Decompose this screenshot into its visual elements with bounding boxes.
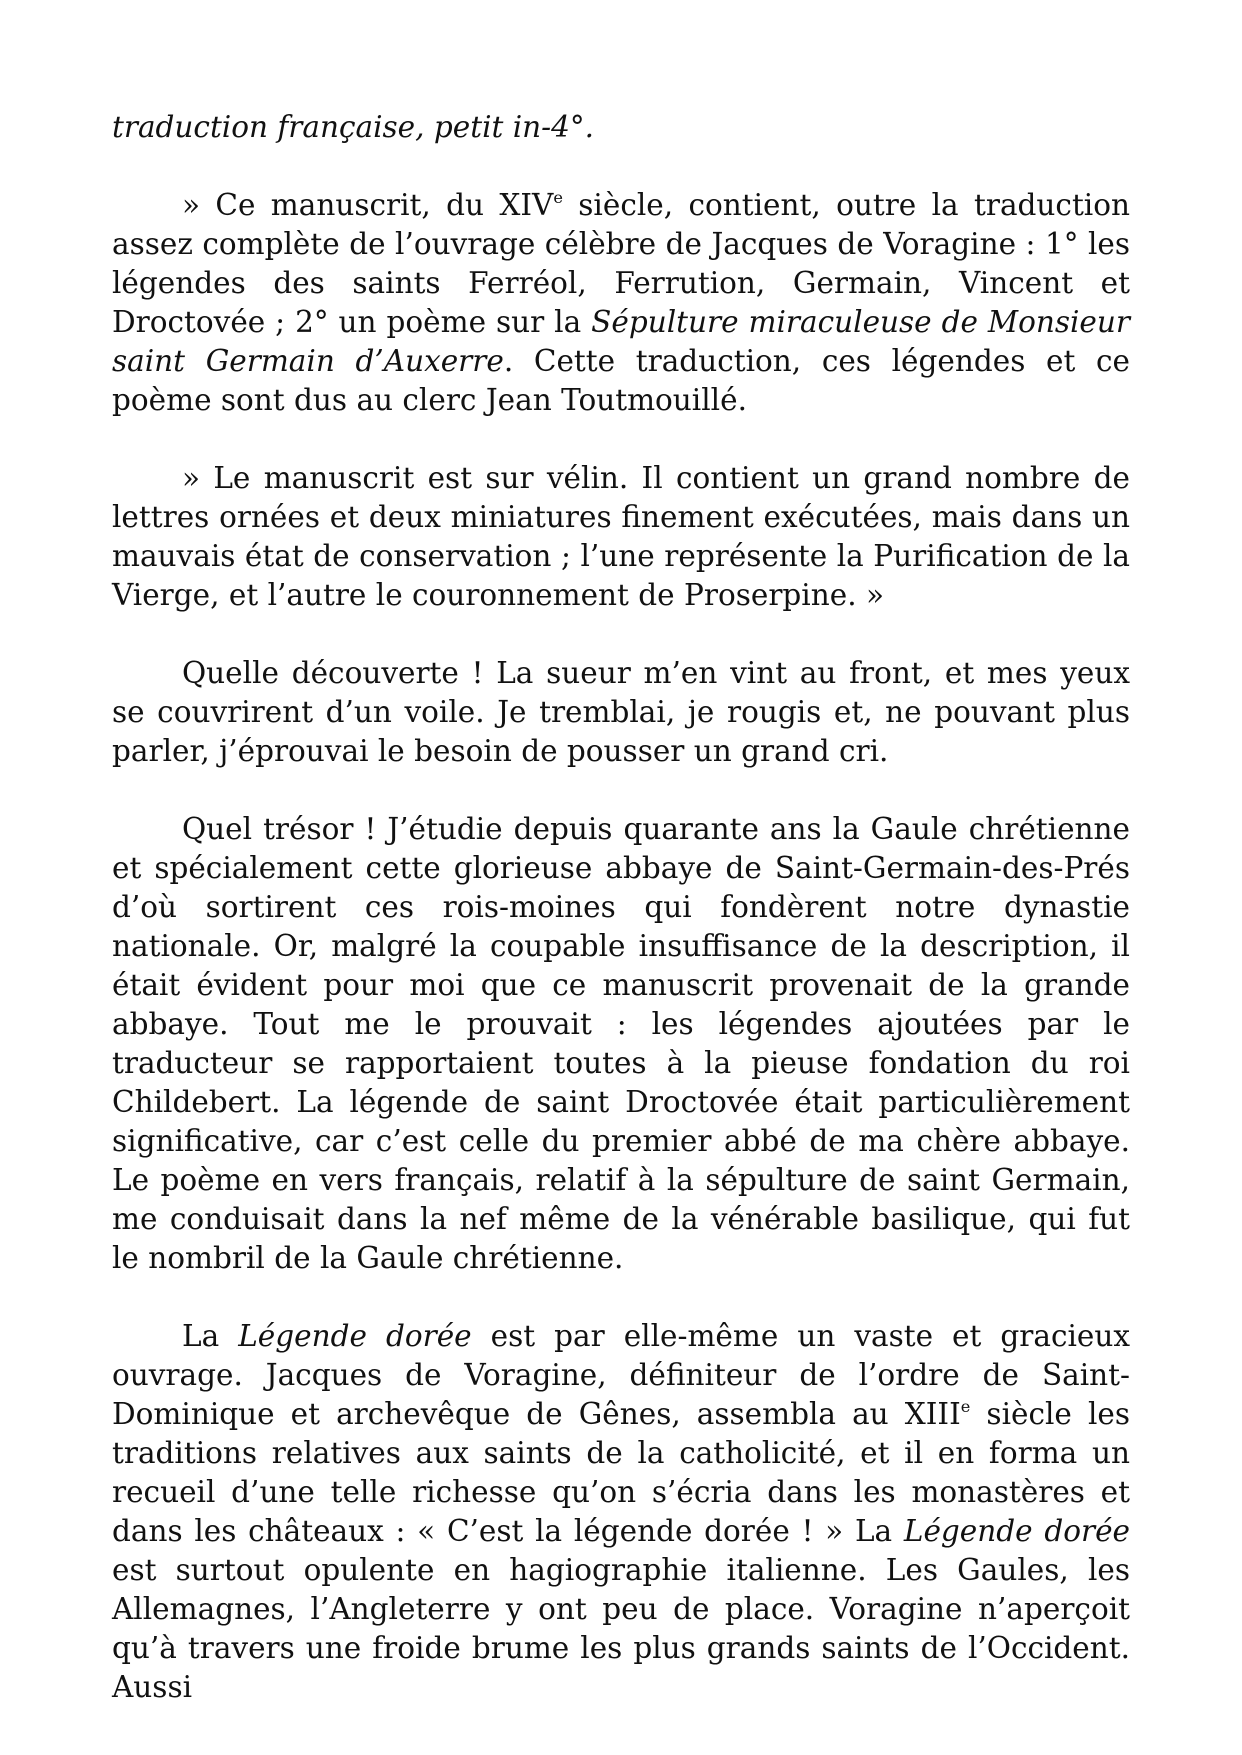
italic-title-sepulture: Sépulture miraculeuse de Monsieur saint Germain d’Auxerre bbox=[112, 305, 1130, 378]
paragraph-6-part-d: siècle les traditions relatives aux saints de la catholicité, et il en forma un recueil d’une telle richesse qu’on s’écria dans les monastères et dans les châteaux : « C’est la légende dorée ! » La bbox=[112, 1397, 1130, 1548]
paragraph-6-part-f: est surtout opulente en hagiographie italienne. Les Gaules, les Allemagnes, l’Angleterre y ont peu de place. Voragine n’aperçoit qu’à travers une froide brume les plus grands saints de l’Occident. Aussi bbox=[112, 1553, 1130, 1704]
paragraph-3-text: » Le manuscrit est sur vélin. Il contient un grand nombre de lettres ornées et deux miniatures finement exécutées, mais dans un mauvais état de conservation ; l’une représente la Purification de la Vierge, et l’autre le couronnement de Proserpine. » bbox=[112, 461, 1130, 612]
body-text bbox=[112, 108, 1130, 1707]
paragraph-6-part-c: est par elle-même un vaste et gracieux ouvrage. Jacques de Voragine, définiteur de l’ordre de Saint-Dominique et archevêque de Gênes, assembla au XIII bbox=[112, 1319, 1131, 1431]
paragraph-4-text: Quelle découverte ! La sueur m’en vint au front, et mes yeux se couvrirent d’un voile. Je tremblai, je rougis et, ne pouvant plus parler, j’éprouvai le besoin de pousser un grand cri. bbox=[112, 656, 1130, 768]
italic-title-legende-doree: Légende dorée bbox=[238, 1319, 472, 1353]
italic-title-legende-doree-2: Légende dorée bbox=[903, 1514, 1130, 1548]
paragraph-2 bbox=[112, 186, 1130, 420]
superscript-e: e bbox=[553, 187, 563, 207]
paragraph-2-part-a: » Ce manuscrit, du XIV bbox=[182, 188, 554, 222]
paragraph-2-part-d: . Cette traduction, ces légendes et ce poème sont dus au clerc Jean Toutmouillé. bbox=[112, 344, 1130, 417]
paragraph-5 bbox=[112, 810, 1130, 1278]
paragraph-2-part-b: siècle, contient, outre la traduction assez complète de l’ouvrage célèbre de Jacques de Voragine : 1° les légendes des saints Ferréol, Ferrution, Germain, Vincent et Droctovée ; 2° un poème sur la bbox=[112, 188, 1130, 339]
paragraph-3 bbox=[112, 459, 1130, 615]
paragraph-6-part-a: La bbox=[182, 1319, 239, 1353]
paragraph-5-text: Quel trésor ! J’étudie depuis quarante ans la Gaule chrétienne et spécialement cette glorieuse abbaye de Saint-Germain-des-Prés d’où sortirent ces rois-moines qui fondèrent notre dynastie nationale. Or, malgré la coupable insuffisance de la description, il était évident pour moi que ce manuscrit provenait de la grande abbaye. Tout me le prouvait : les légendes ajoutées par le traducteur se rapportaient toutes à la pieuse fondation du roi Childebert. La légende de saint Droctovée était particulièrement significative, car c’est celle du premier abbé de ma chère abbaye. Le poème en vers français, relatif à la sépulture de saint Germain, me conduisait dans la nef même de la vénérable basilique, qui fut le nombril de la Gaule chrétienne. bbox=[112, 812, 1130, 1275]
paragraph-1 bbox=[112, 108, 1130, 147]
paragraph-1-text: traduction française, petit in-4°. bbox=[112, 110, 595, 144]
superscript-e: e bbox=[960, 1396, 971, 1416]
paragraph-4 bbox=[112, 654, 1130, 771]
paragraph-6 bbox=[112, 1317, 1130, 1707]
